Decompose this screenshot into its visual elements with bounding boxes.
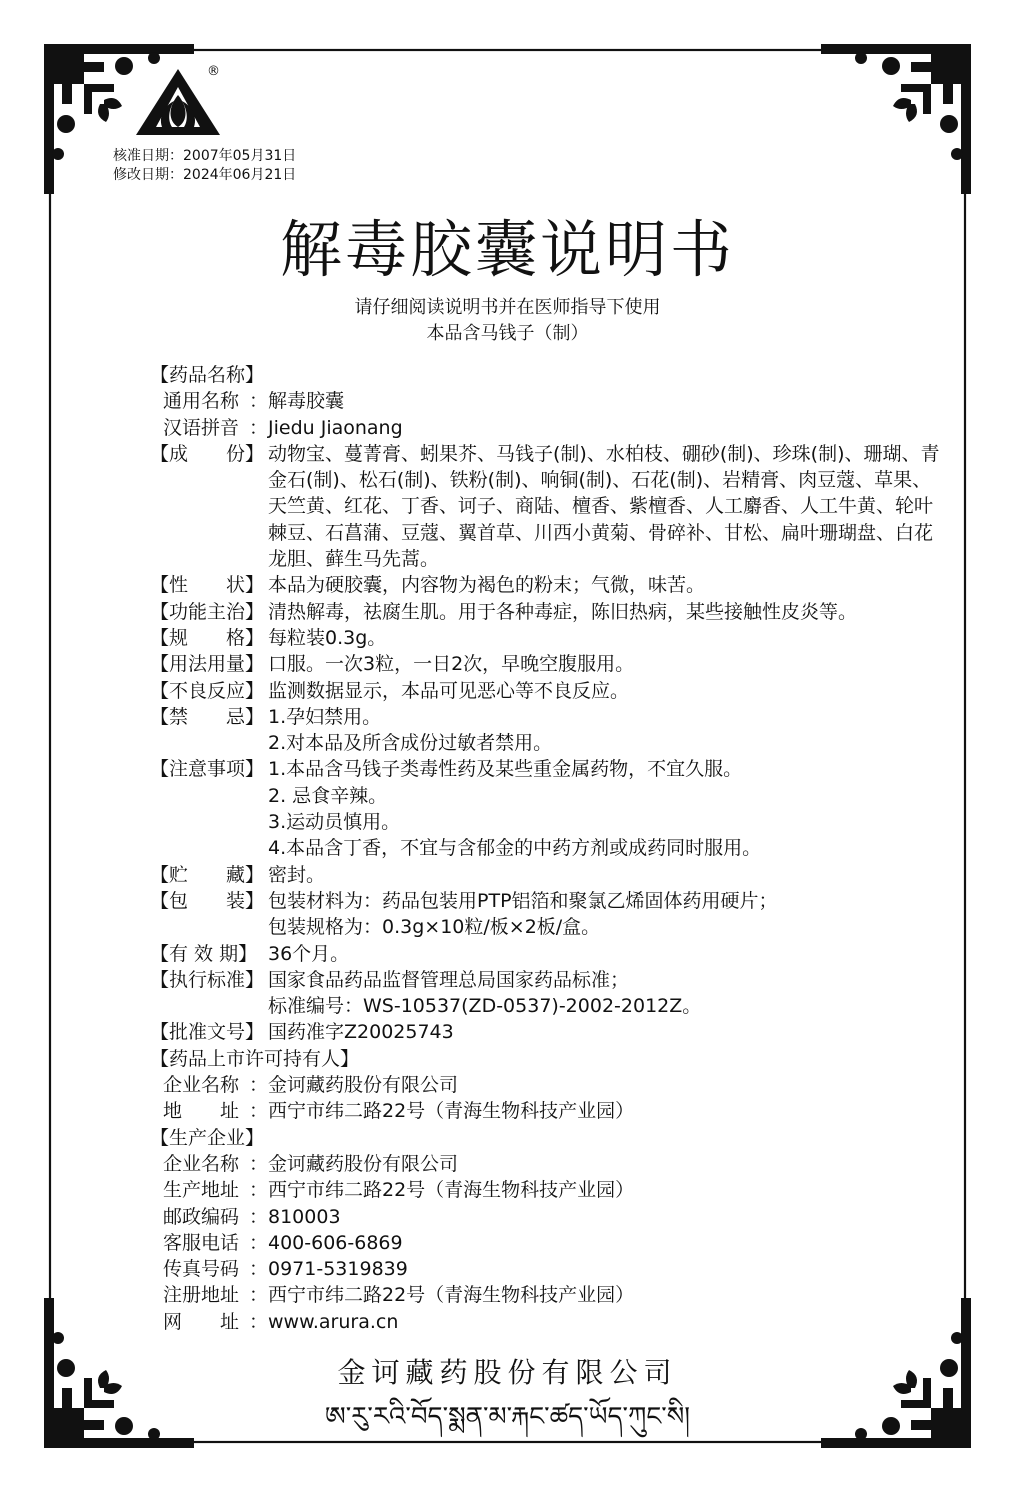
field-value: 金诃藏药股份有限公司	[268, 1152, 459, 1175]
field-value: 西宁市纬二路22号（青海生物科技产业园）	[268, 1100, 635, 1123]
field-label: 企业名称	[163, 1074, 240, 1097]
field-value: 密封。	[268, 863, 326, 886]
field-row: 通用名称 ： 解毒胶囊	[150, 388, 940, 414]
dates-block	[113, 147, 296, 185]
field-value: 解毒胶囊	[268, 390, 345, 413]
field-label: 通用名称	[163, 390, 240, 413]
leaflet-content	[150, 362, 940, 1335]
field-row: 邮政编码 ： 810003	[150, 1204, 940, 1230]
field-value: 810003	[268, 1205, 341, 1228]
field-label: 【规 格】	[150, 626, 265, 649]
field-row	[150, 967, 940, 993]
field-row	[150, 441, 940, 572]
field-label: 生产地址	[163, 1179, 240, 1202]
approval-date: 核准日期：2007年05月31日	[113, 148, 297, 164]
field-value: 国家食品药品监督管理总局国家药品标准；	[268, 968, 630, 991]
field-label: 客服电话	[163, 1231, 240, 1254]
field-row: 客服电话 ： 400-606-6869	[150, 1230, 940, 1256]
field-label: 【包 装】	[150, 889, 265, 912]
field-row	[150, 862, 940, 888]
section-header: 【药品上市许可持有人】	[150, 1047, 360, 1070]
field-row	[150, 625, 940, 651]
field-row: 注册地址 ： 西宁市纬二路22号（青海生物科技产业园）	[150, 1282, 940, 1308]
field-label: 【禁 忌】	[150, 705, 265, 728]
field-row	[150, 941, 940, 967]
section-header: 【生产企业】	[150, 1126, 265, 1149]
field-value: 0971-5319839	[268, 1258, 408, 1281]
field-value: 口服。一次3粒，一日2次，早晚空腹服用。	[268, 653, 635, 676]
footer-company-name: 金诃藏药股份有限公司	[337, 1356, 678, 1389]
registered-mark: ®	[207, 64, 220, 79]
field-row	[150, 1019, 940, 1045]
field-row	[150, 756, 940, 782]
field-row	[150, 572, 940, 598]
field-value: 国药准字Z20025743	[268, 1021, 454, 1044]
revision-date: 修改日期：2024年06月21日	[113, 167, 297, 183]
field-value: 本品为硬胶囊，内容物为褐色的粉末；气微，味苦。	[268, 574, 706, 597]
field-value: 金诃藏药股份有限公司	[268, 1074, 459, 1097]
subtitle-warning: 本品含马钱子（制）	[426, 323, 589, 344]
field-label: 【功能主治】	[150, 600, 265, 623]
website-link: www.arura.cn	[268, 1310, 399, 1333]
field-continuation: 标准编号：WS-10537(ZD-0537)-2002-2012Z。	[268, 995, 702, 1018]
field-label: 传真号码	[163, 1258, 240, 1281]
field-value: 1.本品含马钱子类毒性药及某些重金属药物，不宜久服。	[268, 758, 743, 781]
field-continuation: 2.对本品及所含成份过敏者禁用。	[268, 732, 553, 755]
field-label: 【批准文号】	[150, 1021, 265, 1044]
field-value: 西宁市纬二路22号（青海生物科技产业园）	[268, 1179, 635, 1202]
field-row	[150, 888, 940, 914]
field-row: 汉语拼音 ： Jiedu Jiaonang	[150, 415, 940, 441]
field-continuation: 包装规格为：0.3g×10粒/板×2板/盒。	[268, 916, 601, 939]
field-row	[150, 651, 940, 677]
field-label: 注册地址	[163, 1284, 240, 1307]
field-row	[150, 678, 940, 704]
field-row	[150, 599, 940, 625]
field-row: 企业名称 ： 金诃藏药股份有限公司	[150, 1072, 940, 1098]
page-title: 解毒胶囊说明书	[279, 213, 735, 286]
field-value: Jiedu Jiaonang	[268, 416, 403, 439]
field-label: 【性 状】	[150, 574, 265, 597]
field-value: 36个月。	[268, 942, 350, 965]
field-label: 【贮 藏】	[150, 863, 265, 886]
field-value: 清热解毒，祛腐生肌。用于各种毒症，陈旧热病，某些接触性皮炎等。	[268, 600, 858, 623]
footer-tibetan-name: ཨ་རུ་རའི་བོད་སྨན་མ་རྐང་ཚད་ཡོད་ཀུང་སི།	[324, 1402, 691, 1432]
section-header: 【药品名称】	[150, 364, 265, 386]
field-label: 【执行标准】	[150, 968, 265, 991]
field-row: 地 址 ： 西宁市纬二路22号（青海生物科技产业园）	[150, 1098, 940, 1124]
field-row: 企业名称 ： 金诃藏药股份有限公司	[150, 1151, 940, 1177]
field-label: 汉语拼音	[163, 416, 240, 439]
subtitle-instruction: 请仔细阅读说明书并在医师指导下使用	[354, 297, 661, 318]
field-label: 企业名称	[163, 1152, 240, 1175]
field-row: 网 址 ： www.arura.cn	[150, 1309, 940, 1335]
field-label: 网 址	[163, 1310, 240, 1333]
field-label: 【不良反应】	[150, 679, 265, 702]
field-label: 地 址	[163, 1100, 240, 1123]
field-label: 【成 份】	[150, 442, 265, 465]
field-value: 每粒装0.3g。	[268, 626, 387, 649]
field-label: 【注意事项】	[150, 758, 265, 781]
field-value: 动物宝、蔓菁膏、蚓果芥、马钱子(制)、水柏枝、硼砂(制)、珍珠(制)、珊瑚、青金石(制)、松石(制)、铁粉(制)、响铜(制)、石花(制)、岩精膏、肉豆蔻、草果、天竺黄、红花、丁香、诃子、商陆、檀香、紫檀香、人工麝香、人工牛黄、轮叶棘豆、石菖蒲、豆蔻、翼首草、川西小黄菊、骨碎补、甘松、扁叶珊瑚盘、白花龙胆、藓生马先蒿。	[268, 442, 940, 571]
field-row: 传真号码 ： 0971-5319839	[150, 1256, 940, 1282]
field-continuation: 4.本品含丁香，不宜与含郁金的中药方剂或成药同时服用。	[268, 837, 762, 860]
field-continuation: 2. 忌食辛辣。	[268, 784, 388, 807]
field-value: 400-606-6869	[268, 1231, 403, 1254]
field-continuation: 3.运动员慎用。	[268, 811, 401, 834]
field-row: 生产地址 ： 西宁市纬二路22号（青海生物科技产业园）	[150, 1177, 940, 1203]
field-value: 西宁市纬二路22号（青海生物科技产业园）	[268, 1284, 635, 1307]
field-label: 邮政编码	[163, 1205, 240, 1228]
field-label: 【有 效 期】	[150, 942, 258, 965]
field-row	[150, 704, 940, 730]
field-value: 包装材料为：药品包装用PTP铝箔和聚氯乙烯固体药用硬片；	[268, 889, 778, 912]
field-value: 1.孕妇禁用。	[268, 705, 382, 728]
field-value: 监测数据显示，本品可见恶心等不良反应。	[268, 679, 630, 702]
field-label: 【用法用量】	[150, 653, 265, 676]
